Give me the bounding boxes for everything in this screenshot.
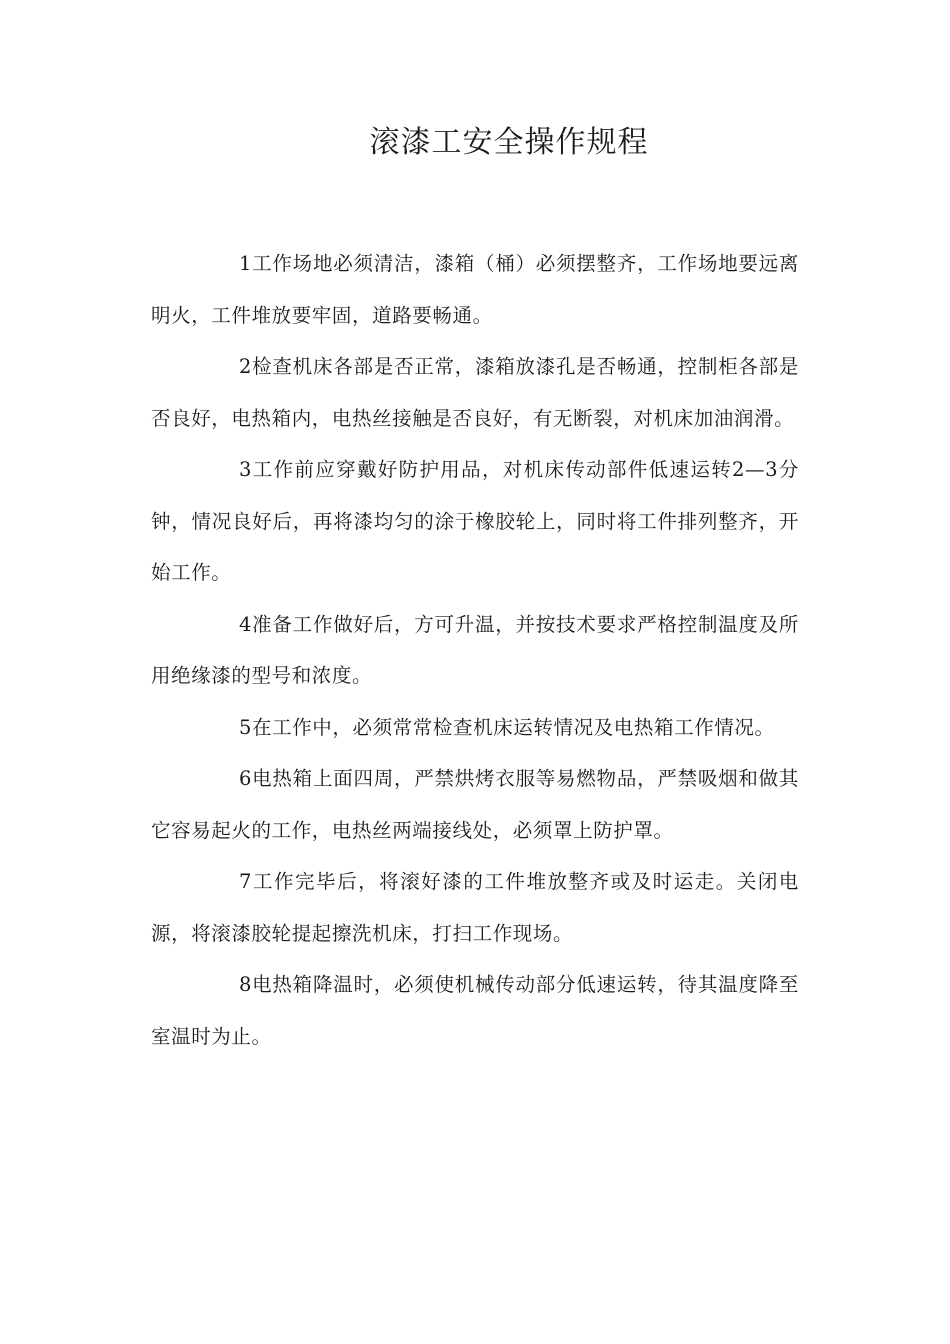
paragraph-4: 4准备工作做好后，方可升温，并按技术要求严格控制温度及所用绝缘漆的型号和浓度。 <box>151 612 799 687</box>
paragraph-8: 8电热箱降温时，必须使机械传动部分低速运转，待其温度降至室温时为止。 <box>151 973 799 1048</box>
document-body <box>151 238 799 1062</box>
document-title: 滚漆工安全操作规程 <box>369 125 649 160</box>
paragraph-2: 2检查机床各部是否正常，漆箱放漆孔是否畅通，控制柜各部是否良好，电热箱内，电热丝接触是否良好，有无断裂，对机床加油润滑。 <box>151 355 799 430</box>
paragraph-5: 5在工作中，必须常常检查机床运转情况及电热箱工作情况。 <box>239 715 775 739</box>
paragraph-6: 6电热箱上面四周，严禁烘烤衣服等易燃物品，严禁吸烟和做其它容易起火的工作，电热丝两端接线处，必须罩上防护罩。 <box>151 767 799 842</box>
paragraph-1: 1工作场地必须清洁，漆箱（桶）必须摆整齐，工作场地要远离明火，工件堆放要牢固，道路要畅通。 <box>151 252 799 327</box>
paragraph-7: 7工作完毕后，将滚好漆的工件堆放整齐或及时运走。关闭电源，将滚漆胶轮提起擦洗机床，打扫工作现场。 <box>151 870 799 945</box>
paragraph-3: 3工作前应穿戴好防护用品，对机床传动部件低速运转2—3分钟，情况良好后，再将漆均匀的涂于橡胶轮上，同时将工件排列整齐，开始工作。 <box>151 458 799 584</box>
